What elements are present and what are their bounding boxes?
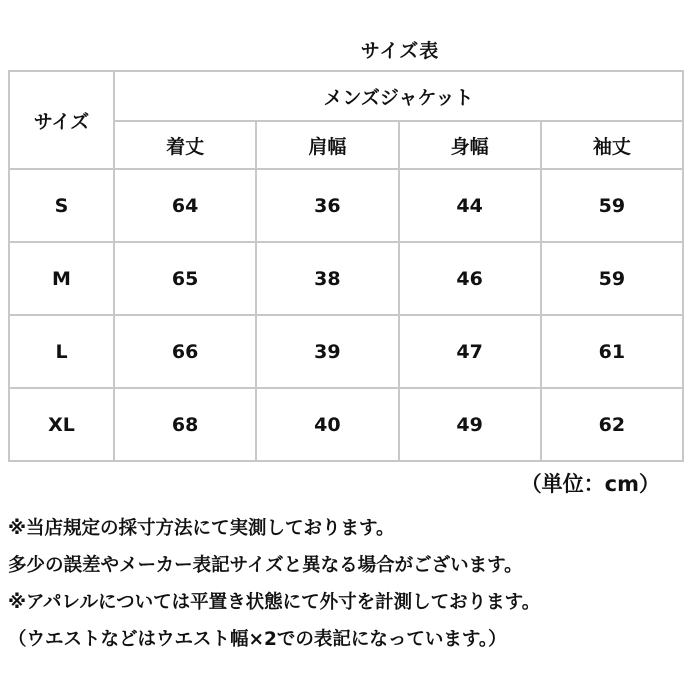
value-cell: 62 (541, 388, 683, 461)
value-cell: 49 (399, 388, 541, 461)
note-line: ※アパレルについては平置き状態にて外寸を計測しております。 (8, 592, 541, 613)
notes (8, 510, 698, 658)
value-cell: 59 (541, 169, 683, 242)
table-row (9, 315, 683, 388)
page-title: サイズ表 (360, 40, 440, 62)
value-cell: 68 (114, 388, 256, 461)
size-cell: XL (9, 388, 114, 461)
value-cell: 38 (256, 242, 398, 315)
value-cell: 65 (114, 242, 256, 315)
value-cell: 64 (114, 169, 256, 242)
size-cell: L (9, 315, 114, 388)
value-cell: 47 (399, 315, 541, 388)
value-cell: 66 (114, 315, 256, 388)
group-header-cell: メンズジャケット (114, 71, 683, 121)
column-header: 肩幅 (256, 121, 398, 169)
column-header: 袖丈 (541, 121, 683, 169)
size-header-cell: サイズ (9, 71, 114, 169)
note-line: （ウエストなどはウエスト幅×2での表記になっています。） (8, 629, 507, 650)
value-cell: 40 (256, 388, 398, 461)
note-line: ※当店規定の採寸方法にて実測しております。 (8, 518, 395, 539)
value-cell: 46 (399, 242, 541, 315)
table-row (9, 242, 683, 315)
value-cell: 36 (256, 169, 398, 242)
value-cell: 44 (399, 169, 541, 242)
table-row (9, 169, 683, 242)
column-header: 着丈 (114, 121, 256, 169)
size-table (8, 70, 684, 462)
size-cell: S (9, 169, 114, 242)
column-header: 身幅 (399, 121, 541, 169)
header-row-group (9, 71, 683, 121)
unit-note: （単位：cm） (520, 472, 660, 496)
value-cell: 39 (256, 315, 398, 388)
table-row (9, 388, 683, 461)
value-cell: 59 (541, 242, 683, 315)
note-line: 多少の誤差やメーカー表記サイズと異なる場合がございます。 (8, 555, 523, 576)
value-cell: 61 (541, 315, 683, 388)
size-cell: M (9, 242, 114, 315)
